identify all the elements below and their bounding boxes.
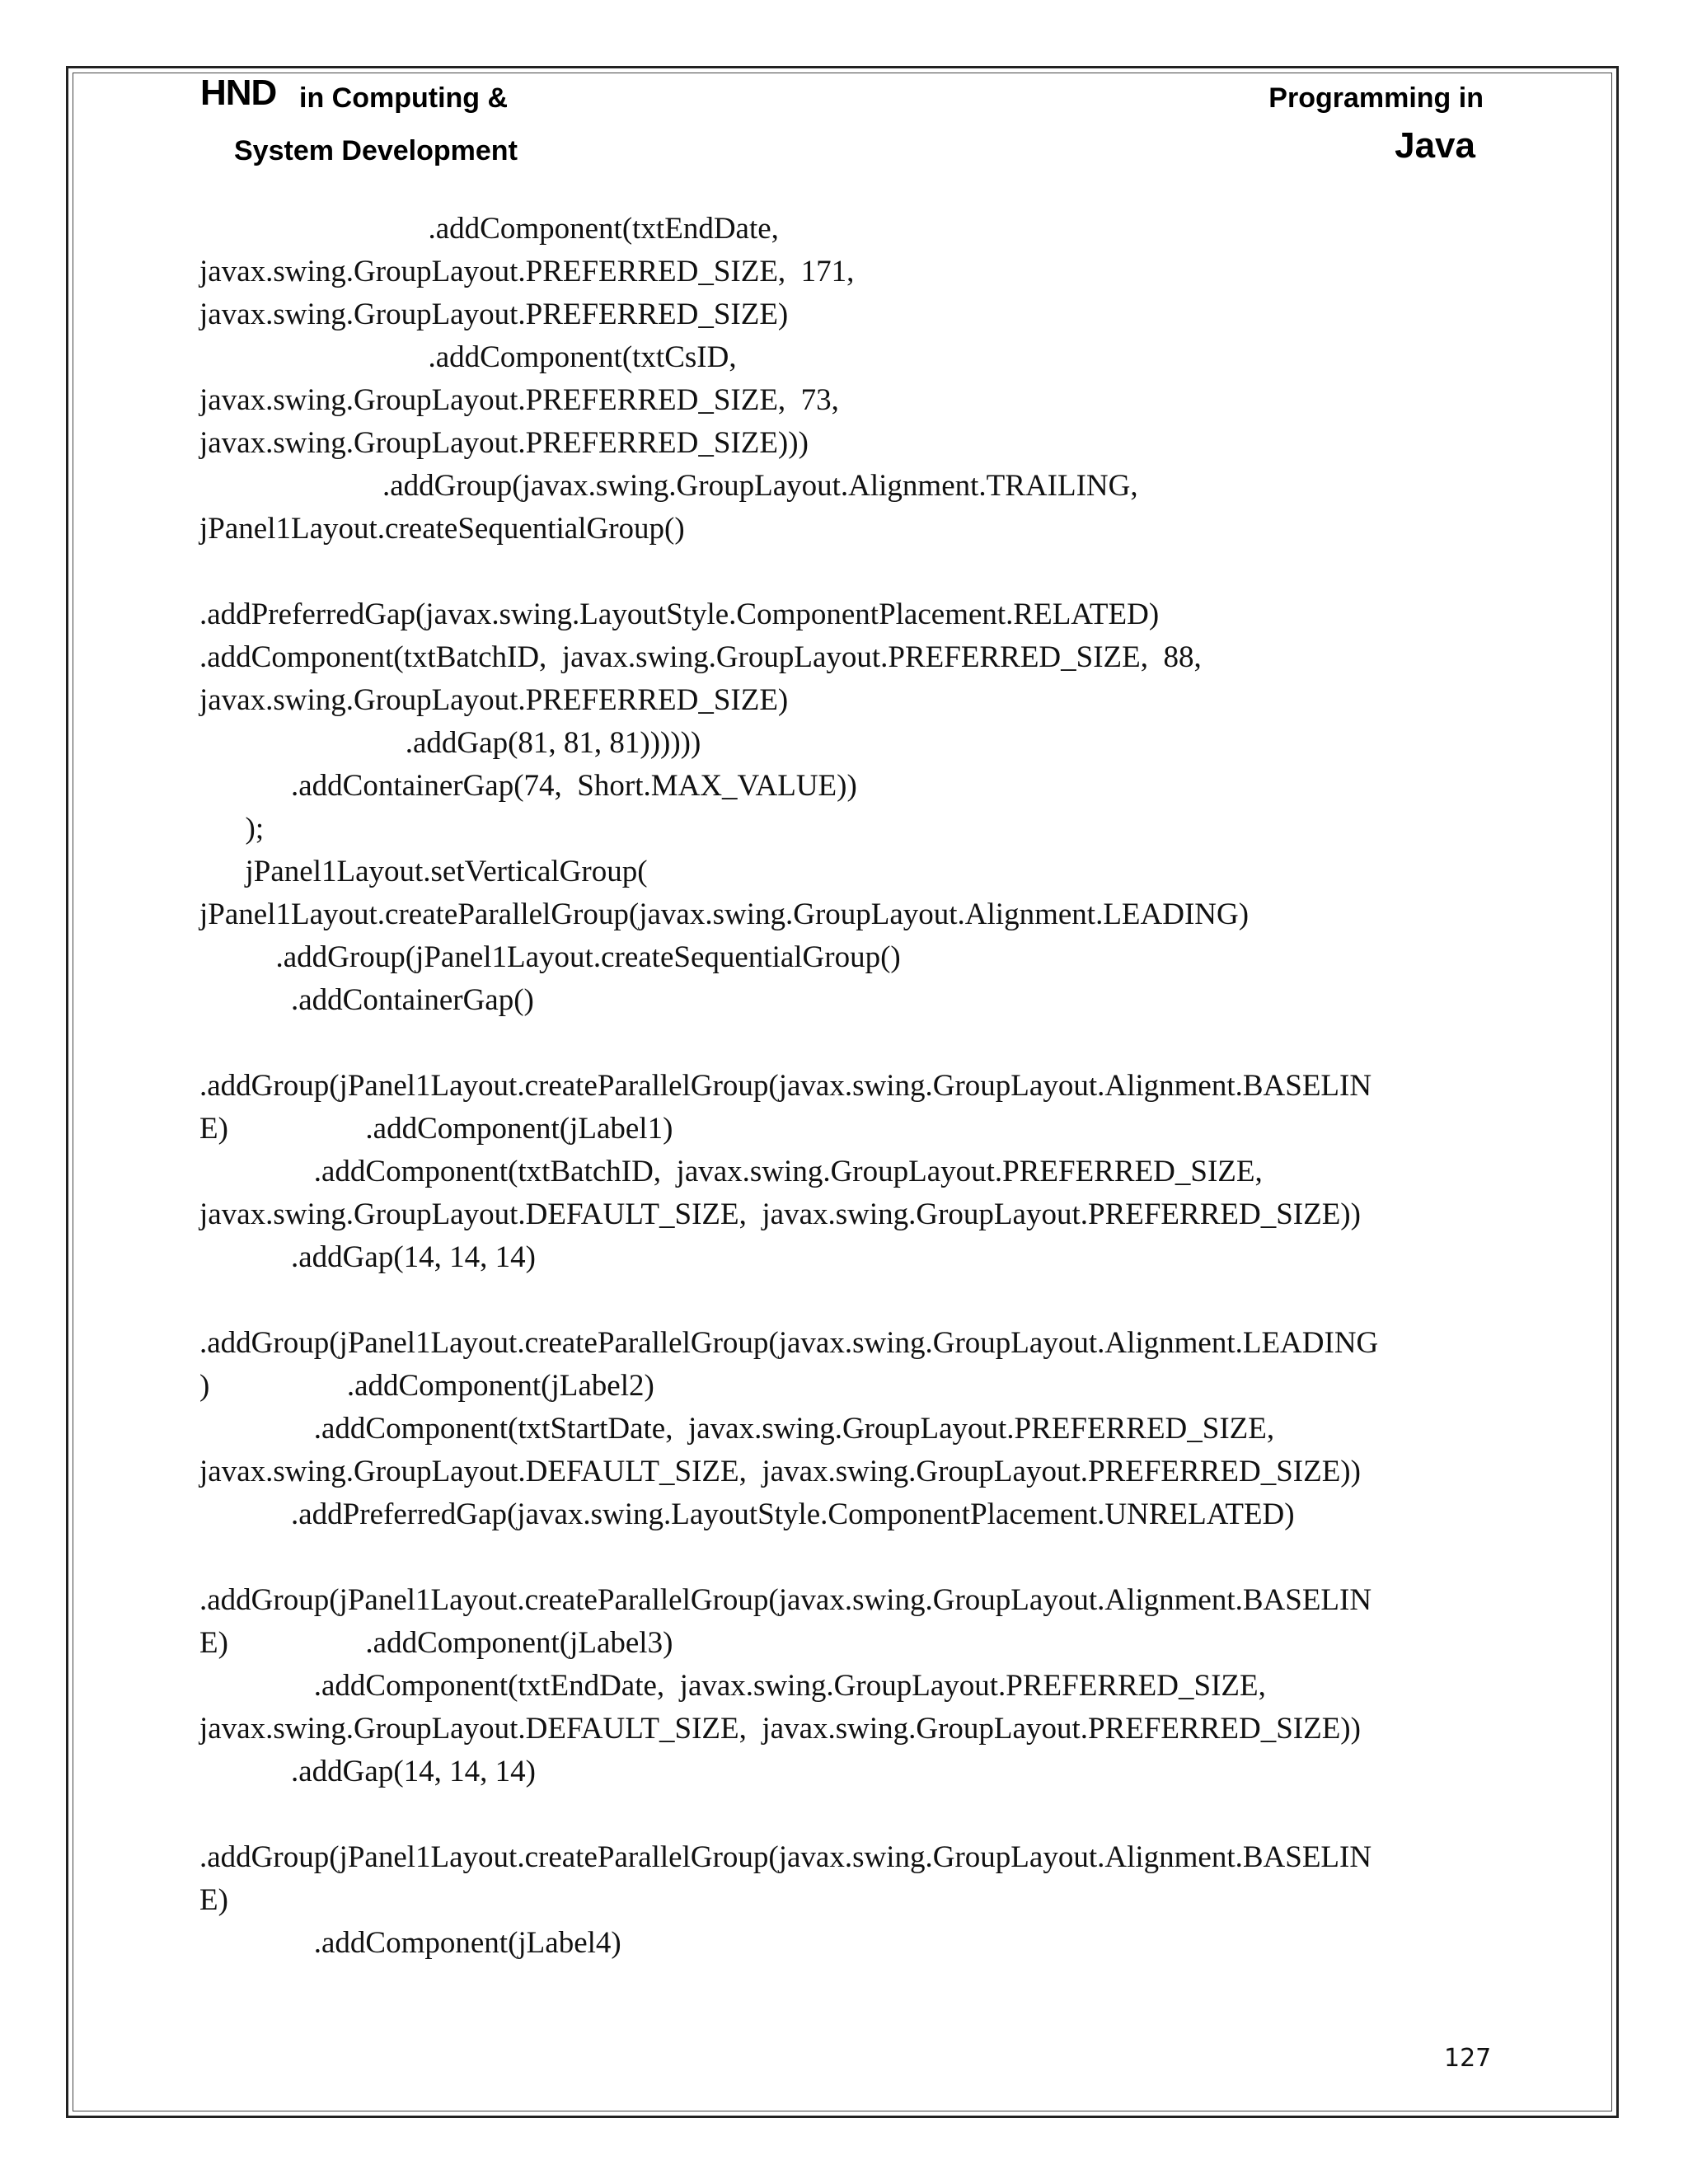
code-line: E): [199, 1883, 228, 1917]
code-line: E) .addComponent(jLabel3): [199, 1626, 673, 1660]
code-line: javax.swing.GroupLayout.PREFERRED_SIZE))): [199, 426, 809, 460]
code-line: .addComponent(txtCsID,: [199, 340, 737, 374]
code-line: .addGroup(jPanel1Layout.createParallelGroup(javax.swing.GroupLayout.Alignment.BASELIN: [199, 1069, 1372, 1103]
code-line: .addGroup(jPanel1Layout.createSequentialGroup(): [199, 940, 901, 974]
code-line: jPanel1Layout.setVerticalGroup(: [199, 855, 648, 888]
code-line: .addGroup(jPanel1Layout.createParallelGroup(javax.swing.GroupLayout.Alignment.LEADING: [199, 1326, 1379, 1360]
code-line: .addComponent(txtBatchID, javax.swing.GroupLayout.PREFERRED_SIZE, 88,: [199, 640, 1202, 674]
code-line: jPanel1Layout.createSequentialGroup(): [199, 512, 685, 546]
header-programming-in: Programming in: [1268, 82, 1484, 114]
code-listing: [199, 208, 1485, 1965]
code-line: jPanel1Layout.createParallelGroup(javax.swing.GroupLayout.Alignment.LEADING): [199, 898, 1250, 931]
page-header: [0, 0, 1688, 190]
code-line: .addComponent(txtBatchID, javax.swing.GroupLayout.PREFERRED_SIZE,: [199, 1155, 1263, 1188]
code-line: javax.swing.GroupLayout.PREFERRED_SIZE, 171,: [199, 255, 855, 288]
code-line: .addComponent(txtEndDate, javax.swing.GroupLayout.PREFERRED_SIZE,: [199, 1669, 1266, 1703]
code-line: .addComponent(txtStartDate, javax.swing.GroupLayout.PREFERRED_SIZE,: [199, 1412, 1275, 1446]
code-line: javax.swing.GroupLayout.PREFERRED_SIZE): [199, 683, 789, 717]
code-line: .addPreferredGap(javax.swing.LayoutStyle.ComponentPlacement.UNRELATED): [199, 1497, 1295, 1531]
code-line: javax.swing.GroupLayout.PREFERRED_SIZE, 73,: [199, 383, 839, 417]
code-line: .addComponent(jLabel4): [199, 1926, 621, 1960]
header-java: Java: [1395, 125, 1475, 166]
code-line: javax.swing.GroupLayout.PREFERRED_SIZE): [199, 298, 789, 331]
code-line: );: [199, 812, 265, 846]
header-system-development: System Development: [234, 135, 518, 166]
code-line: [199, 1279, 1485, 1322]
code-line: E) .addComponent(jLabel1): [199, 1112, 673, 1146]
code-line: .addGroup(jPanel1Layout.createParallelGroup(javax.swing.GroupLayout.Alignment.BASELIN: [199, 1583, 1372, 1617]
code-line: javax.swing.GroupLayout.DEFAULT_SIZE, javax.swing.GroupLayout.PREFERRED_SIZE)): [199, 1455, 1361, 1488]
code-line: .addComponent(txtEndDate,: [199, 212, 779, 246]
code-line: .addGroup(javax.swing.GroupLayout.Alignment.TRAILING,: [199, 469, 1138, 503]
header-in-computing: in Computing &: [299, 82, 509, 114]
code-line: .addPreferredGap(javax.swing.LayoutStyle.ComponentPlacement.RELATED): [199, 598, 1160, 631]
page-number: 127: [1444, 2044, 1492, 2073]
code-line: [199, 551, 1485, 593]
code-line: [199, 1536, 1485, 1579]
code-line: [199, 1022, 1485, 1065]
code-line: [199, 1793, 1485, 1836]
code-line: .addGap(14, 14, 14): [199, 1240, 536, 1274]
code-line: .addGap(81, 81, 81)))))): [199, 726, 701, 760]
code-line: ) .addComponent(jLabel2): [199, 1369, 654, 1403]
code-line: javax.swing.GroupLayout.DEFAULT_SIZE, javax.swing.GroupLayout.PREFERRED_SIZE)): [199, 1712, 1361, 1746]
code-line: javax.swing.GroupLayout.DEFAULT_SIZE, javax.swing.GroupLayout.PREFERRED_SIZE)): [199, 1197, 1361, 1231]
code-line: .addGroup(jPanel1Layout.createParallelGroup(javax.swing.GroupLayout.Alignment.BASELIN: [199, 1840, 1372, 1874]
code-line: .addGap(14, 14, 14): [199, 1755, 536, 1788]
code-line: .addContainerGap(): [199, 983, 534, 1017]
header-hnd: HND: [200, 73, 277, 113]
code-line: .addContainerGap(74, Short.MAX_VALUE)): [199, 769, 857, 803]
